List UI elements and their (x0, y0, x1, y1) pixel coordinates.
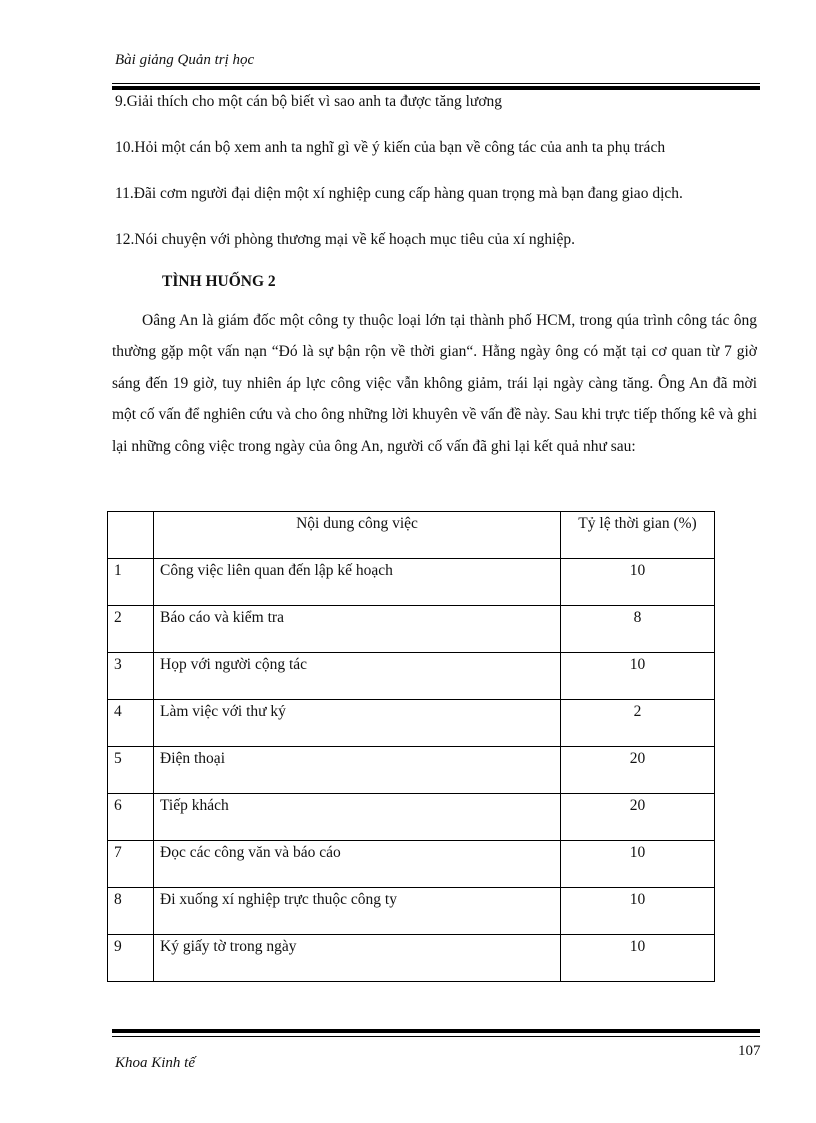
row-number: 4 (108, 700, 154, 747)
row-content: Ký giấy tờ trong ngày (154, 935, 561, 982)
work-time-table (107, 511, 715, 982)
row-number: 8 (108, 888, 154, 935)
header-title: Bài giảng Quản trị học (115, 52, 255, 68)
row-percent: 10 (561, 841, 715, 888)
table-header-row (108, 512, 715, 559)
row-content: Điện thoại (154, 747, 561, 794)
row-number: 6 (108, 794, 154, 841)
table-header-cell: Nội dung công việc (154, 512, 561, 559)
table-row (108, 700, 715, 747)
header-rule-thick (112, 86, 760, 90)
table-row (108, 653, 715, 700)
table-row (108, 888, 715, 935)
row-percent: 10 (561, 935, 715, 982)
row-content: Báo cáo và kiểm tra (154, 606, 561, 653)
row-content: Họp với người cộng tác (154, 653, 561, 700)
row-number: 9 (108, 935, 154, 982)
row-number: 2 (108, 606, 154, 653)
table-row (108, 747, 715, 794)
row-number: 5 (108, 747, 154, 794)
table-row (108, 935, 715, 982)
page-number: 107 (738, 1043, 761, 1059)
list-item: 12.Nói chuyện với phòng thương mại về kế hoạch mục tiêu của xí nghiệp. (115, 231, 575, 248)
row-content: Tiếp khách (154, 794, 561, 841)
list-item: 9.Giải thích cho một cán bộ biết vì sao anh ta được tăng lương (115, 93, 503, 110)
row-number: 3 (108, 653, 154, 700)
row-number: 7 (108, 841, 154, 888)
row-percent: 20 (561, 747, 715, 794)
table-row (108, 606, 715, 653)
table-header-cell (108, 512, 154, 559)
row-content: Đọc các công văn và báo cáo (154, 841, 561, 888)
list-item: 10.Hỏi một cán bộ xem anh ta nghĩ gì về ý kiến của bạn về công tác của anh ta phụ trách (115, 139, 666, 156)
section-title: TÌNH HUỐNG 2 (162, 273, 276, 290)
table-header-cell: Tỷ lệ thời gian (%) (561, 512, 715, 559)
case-paragraph: Oâng An là giám đốc một công ty thuộc loại lớn tại thành phố HCM, trong qúa trình công tác ông thường gặp một vấn nạn “Đó là sự bận rộn về thời gian“. Hằng ngày ông có mặt tại cơ quan từ 7 giờ sáng đến 19 giờ, tuy nhiên áp lực công việc vẫn không giảm, trái lại ngày càng tăng. Ông An đã mời một cố vấn để nghiên cứu và cho ông những lời khuyên về vấn đề này. Sau khi trực tiếp thống kê và ghi lại những công việc trong ngày của ông An, người cố vấn đã ghi lại kết quả như sau: (112, 312, 757, 455)
row-percent: 8 (561, 606, 715, 653)
table-row (108, 841, 715, 888)
header-rule-thin (112, 83, 760, 84)
row-percent: 10 (561, 653, 715, 700)
footer-rule-thin (112, 1036, 760, 1037)
row-content: Làm việc với thư ký (154, 700, 561, 747)
row-percent: 20 (561, 794, 715, 841)
row-content: Công việc liên quan đến lập kế hoạch (154, 559, 561, 606)
row-percent: 10 (561, 888, 715, 935)
row-number: 1 (108, 559, 154, 606)
footer-rule-thick (112, 1029, 760, 1033)
list-item: 11.Đãi cơm người đại diện một xí nghiệp cung cấp hàng quan trọng mà bạn đang giao dịch. (115, 185, 683, 202)
table-row (108, 794, 715, 841)
row-content: Đi xuống xí nghiệp trực thuộc công ty (154, 888, 561, 935)
table-row (108, 559, 715, 606)
row-percent: 10 (561, 559, 715, 606)
footer-department: Khoa Kinh tế (115, 1055, 196, 1071)
row-percent: 2 (561, 700, 715, 747)
